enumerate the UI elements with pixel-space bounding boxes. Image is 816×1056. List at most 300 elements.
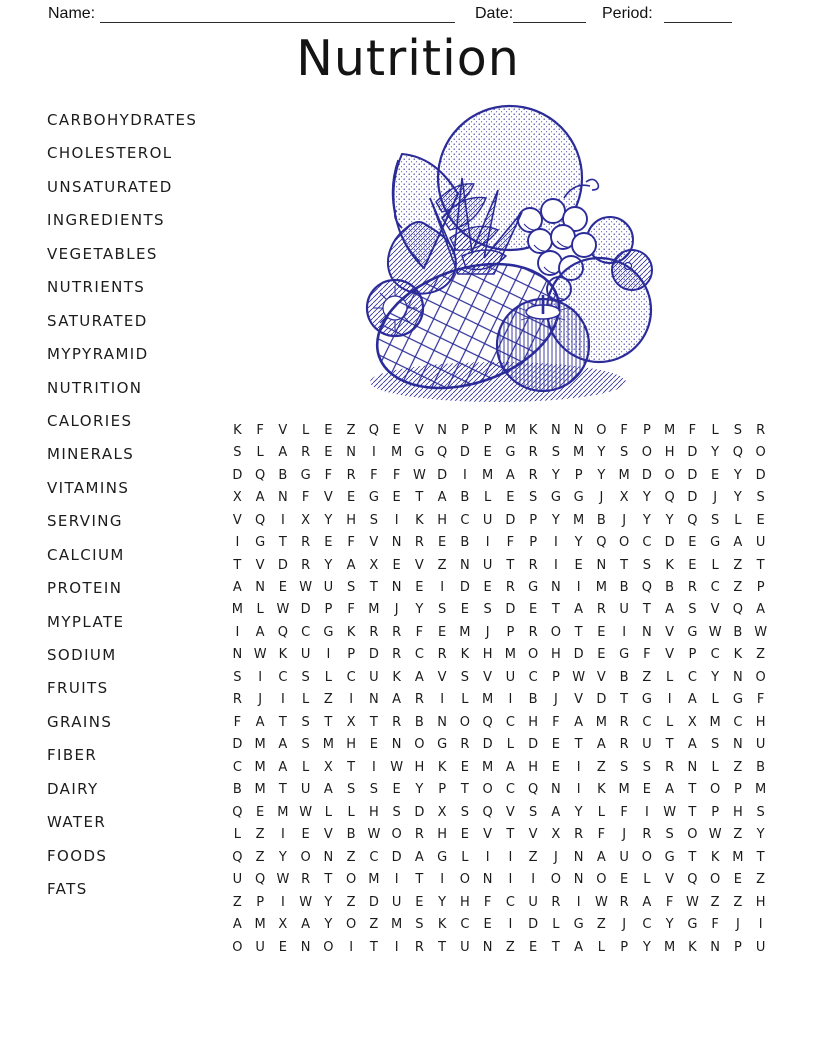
grid-cell: L (461, 692, 469, 708)
grid-cell: O (391, 827, 402, 843)
grid-cell: Y (733, 490, 742, 506)
grid-cell: I (622, 624, 627, 640)
grid-cell: H (437, 512, 448, 528)
grid-cell: F (415, 624, 424, 640)
grid-cell: T (438, 939, 447, 955)
grid-cell: G (710, 535, 721, 551)
grid-cell: S (369, 512, 378, 528)
grid-cell: I (349, 939, 354, 955)
grid-cell: P (620, 939, 629, 955)
grid-cell: I (394, 872, 399, 888)
grid-cell: K (733, 647, 743, 663)
grid-cell: S (551, 445, 560, 461)
grid-cell: R (619, 737, 629, 753)
grid-cell: R (756, 422, 766, 438)
grid-cell: A (437, 490, 447, 506)
grid-cell: B (528, 692, 538, 708)
grid-cell: X (323, 759, 333, 775)
grid-cell: F (552, 714, 560, 730)
grid-cell: Z (733, 759, 743, 775)
grid-cell: R (414, 939, 424, 955)
grid-cell: H (732, 804, 743, 820)
grid-cell: Z (346, 849, 356, 865)
grid-cell: O (641, 445, 652, 461)
grid-cell: P (711, 804, 720, 820)
grid-cell: T (415, 872, 424, 888)
grid-cell: V (665, 647, 675, 663)
grid-cell: I (576, 580, 581, 596)
grid-cell: S (665, 827, 674, 843)
grid-cell: J (553, 849, 558, 865)
grid-cell: W (685, 894, 699, 910)
grid-cell: C (505, 894, 515, 910)
grid-cell: W (754, 624, 768, 640)
grid-cell: W (299, 894, 313, 910)
grid-cell: L (711, 557, 719, 573)
grid-cell: E (733, 872, 742, 888)
grid-cell: R (232, 692, 242, 708)
grid-cell: G (505, 445, 516, 461)
grid-cell: E (301, 827, 310, 843)
grid-cell: A (255, 490, 265, 506)
grid-cell: N (278, 490, 288, 506)
grid-cell: Z (323, 692, 333, 708)
grid-cell: V (323, 490, 333, 506)
grid-cell: N (369, 692, 379, 708)
grid-cell: R (574, 827, 584, 843)
grid-cell: C (710, 647, 720, 663)
grid-cell: R (392, 647, 402, 663)
grid-cell: Y (711, 669, 720, 685)
grid-cell: J (394, 602, 399, 618)
grid-cell: S (392, 804, 401, 820)
grid-cell: E (415, 580, 424, 596)
grid-cell: K (597, 782, 606, 798)
word-list-item: MYPLATE (47, 612, 125, 631)
grid-cell: M (482, 692, 494, 708)
grid-cell: Y (733, 467, 742, 483)
grid-cell: Q (368, 422, 379, 438)
grid-cell: K (233, 422, 242, 438)
grid-cell: O (414, 737, 425, 753)
grid-cell: N (733, 669, 743, 685)
grid-cell: U (505, 669, 516, 685)
grid-cell: E (642, 782, 651, 798)
grid-cell: Q (232, 849, 243, 865)
grid-cell: J (622, 512, 627, 528)
grid-cell: E (529, 602, 538, 618)
grid-cell: Q (687, 512, 698, 528)
grid-cell: W (594, 894, 608, 910)
grid-cell: V (255, 557, 265, 573)
grid-cell: Z (346, 894, 356, 910)
grid-cell: R (551, 894, 561, 910)
grid-cell: T (369, 580, 378, 596)
grid-cell: N (596, 557, 607, 573)
grid-cell: Z (505, 939, 515, 955)
grid-cell: G (641, 692, 652, 708)
grid-cell: M (573, 512, 585, 528)
grid-cell: X (687, 714, 697, 730)
grid-cell: A (505, 759, 515, 775)
grid-cell: E (438, 624, 447, 640)
name-blank-line[interactable] (100, 7, 455, 23)
grid-cell: M (709, 714, 721, 730)
grid-cell: U (232, 872, 243, 888)
grid-cell: V (483, 669, 493, 685)
grid-cell: D (414, 804, 425, 820)
grid-cell: S (710, 512, 720, 528)
grid-cell: R (301, 535, 311, 551)
grid-cell: Z (733, 557, 743, 573)
grid-cell: C (278, 669, 288, 685)
grid-cell: S (346, 782, 356, 798)
grid-cell: C (301, 624, 311, 640)
grid-cell: Q (482, 714, 493, 730)
grid-cell: I (280, 512, 285, 528)
grid-cell: V (505, 804, 515, 820)
grid-cell: Q (687, 872, 698, 888)
grid-cell: N (733, 737, 743, 753)
grid-cell: T (278, 714, 287, 730)
grid-cell: T (688, 782, 697, 798)
grid-cell: V (414, 422, 424, 438)
grid-cell: Z (528, 849, 538, 865)
grid-cell: Z (232, 894, 242, 910)
grid-cell: A (255, 624, 265, 640)
grid-cell: D (641, 467, 652, 483)
grid-cell: C (414, 647, 424, 663)
grid-cell: C (642, 917, 652, 933)
grid-cell: T (278, 782, 287, 798)
grid-cell: K (688, 939, 697, 955)
grid-cell: E (324, 535, 333, 551)
word-list-item: CARBOHYDRATES (47, 111, 198, 129)
grid-cell: G (323, 624, 334, 640)
grid-cell: M (254, 917, 266, 933)
grid-cell: M (573, 445, 585, 461)
grid-cell: M (664, 939, 676, 955)
grid-cell: Z (710, 894, 720, 910)
grid-cell: R (301, 872, 311, 888)
grid-cell: H (346, 737, 357, 753)
grid-cell: A (665, 602, 675, 618)
grid-cell: A (574, 714, 584, 730)
grid-cell: F (597, 827, 606, 843)
grid-cell: B (596, 512, 606, 528)
grid-cell: M (482, 467, 494, 483)
grid-cell: N (232, 647, 243, 663)
grid-cell: A (232, 917, 242, 933)
name-label: Name: (48, 5, 96, 22)
grid-cell: Y (597, 467, 606, 483)
grid-cell: S (346, 580, 356, 596)
grid-cell: D (528, 917, 539, 933)
grid-cell: L (711, 692, 719, 708)
grid-cell: O (550, 624, 561, 640)
date-blank-line[interactable] (513, 7, 586, 23)
grid-cell: A (733, 535, 743, 551)
grid-cell: E (460, 759, 469, 775)
grid-cell: P (460, 422, 469, 438)
grid-cell: D (300, 602, 311, 618)
grid-cell: N (482, 872, 493, 888)
grid-cell: A (414, 669, 424, 685)
grid-cell: I (508, 872, 513, 888)
word-list-item: DAIRY (47, 779, 99, 798)
grid-cell: Y (756, 827, 765, 843)
grid-cell: R (460, 737, 470, 753)
grid-cell: A (596, 737, 606, 753)
grid-cell: G (437, 849, 448, 865)
grid-cell: I (280, 692, 285, 708)
grid-cell: L (324, 804, 332, 820)
grid-cell: P (529, 535, 538, 551)
grid-cell: M (254, 737, 266, 753)
grid-cell: U (755, 737, 766, 753)
grid-cell: R (528, 557, 538, 573)
grid-cell: T (506, 827, 515, 843)
grid-cell: J (258, 692, 263, 708)
grid-cell: O (755, 445, 766, 461)
grid-cell: M (595, 580, 607, 596)
grid-cell: N (687, 759, 698, 775)
grid-cell: A (278, 737, 288, 753)
grid-cell: Z (255, 827, 265, 843)
grid-cell: C (528, 669, 538, 685)
grid-cell: C (460, 512, 470, 528)
word-list-item: CALCIUM (47, 545, 125, 564)
grid-cell: O (641, 849, 652, 865)
grid-cell: D (459, 580, 470, 596)
grid-cell: N (551, 422, 561, 438)
word-list-item: CALORIES (47, 411, 133, 430)
grid-cell: U (460, 939, 470, 955)
grid-cell: I (485, 535, 490, 551)
grid-cell: M (755, 782, 767, 798)
grid-cell: I (576, 894, 581, 910)
grid-cell: C (710, 580, 720, 596)
grid-cell: T (551, 602, 560, 618)
grid-cell: F (688, 422, 697, 438)
period-blank-line[interactable] (664, 7, 732, 23)
grid-cell: H (755, 894, 766, 910)
grid-cell: E (597, 624, 606, 640)
grid-cell: F (370, 467, 378, 483)
word-list-item: VEGETABLES (47, 244, 158, 263)
grid-cell: P (438, 782, 447, 798)
grid-cell: T (756, 849, 765, 865)
grid-cell: I (440, 692, 445, 708)
grid-cell: G (550, 490, 561, 506)
grid-cell: Z (596, 759, 606, 775)
grid-cell: U (619, 849, 629, 865)
grid-cell: Q (232, 804, 243, 820)
grid-cell: F (392, 467, 401, 483)
grid-cell: T (506, 557, 515, 573)
grid-cell: N (573, 849, 584, 865)
grid-cell: D (687, 490, 698, 506)
grid-cell: S (301, 737, 310, 753)
grid-cell: N (551, 580, 561, 596)
grid-cell: Z (346, 422, 356, 438)
letter-grid (226, 419, 772, 958)
grid-cell: I (576, 759, 581, 775)
grid-cell: B (665, 580, 675, 596)
grid-cell: Y (438, 894, 447, 910)
grid-cell: T (415, 490, 424, 506)
grid-cell: E (278, 939, 287, 955)
grid-cell: M (618, 782, 630, 798)
grid-cell: T (324, 872, 333, 888)
grid-cell: D (505, 512, 516, 528)
grid-cell: R (346, 467, 356, 483)
grid-cell: S (369, 782, 378, 798)
grid-cell: X (619, 490, 629, 506)
grid-cell: F (620, 804, 628, 820)
grid-cell: Q (255, 467, 266, 483)
grid-cell: R (437, 647, 447, 663)
grid-cell: A (687, 737, 697, 753)
grid-cell: Y (324, 512, 333, 528)
grid-cell: R (414, 692, 424, 708)
grid-cell: T (665, 737, 674, 753)
grid-cell: E (756, 512, 765, 528)
grid-cell: N (391, 737, 402, 753)
grid-cell: K (437, 759, 447, 775)
grid-cell: B (756, 759, 766, 775)
grid-cell: M (254, 782, 266, 798)
grid-cell: S (710, 737, 720, 753)
grid-cell: Y (665, 512, 674, 528)
grid-cell: R (414, 535, 424, 551)
grid-cell: Z (756, 872, 766, 888)
grid-cell: J (622, 827, 627, 843)
grid-cell: Q (255, 512, 266, 528)
grid-cell: H (550, 647, 561, 663)
grid-cell: A (301, 917, 311, 933)
grid-cell: T (688, 804, 697, 820)
grid-cell: G (414, 445, 425, 461)
grid-cell: C (642, 714, 652, 730)
grid-cell: R (528, 445, 538, 461)
fruit-engraving-illustration (358, 98, 703, 410)
grid-cell: N (482, 939, 493, 955)
grid-cell: Q (732, 602, 743, 618)
grid-cell: E (392, 557, 401, 573)
grid-cell: E (688, 535, 697, 551)
grid-cell: A (687, 692, 697, 708)
grid-cell: Z (756, 647, 766, 663)
grid-cell: F (347, 535, 355, 551)
grid-cell: Q (437, 445, 448, 461)
grid-cell: M (482, 759, 494, 775)
grid-cell: S (233, 445, 242, 461)
grid-cell: G (573, 490, 584, 506)
grid-cell: Q (528, 782, 539, 798)
grid-cell: D (391, 849, 402, 865)
grid-cell: T (620, 692, 629, 708)
grid-cell: T (324, 714, 333, 730)
grid-cell: H (482, 647, 493, 663)
grid-cell: G (664, 849, 675, 865)
grid-cell: N (642, 624, 652, 640)
grid-cell: Y (642, 512, 651, 528)
grid-cell: C (460, 917, 470, 933)
grid-cell: P (551, 669, 560, 685)
grid-cell: I (508, 692, 513, 708)
grid-cell: G (528, 580, 539, 596)
grid-cell: L (461, 849, 469, 865)
grid-cell: K (415, 512, 424, 528)
grid-cell: I (371, 445, 376, 461)
grid-cell: B (346, 827, 356, 843)
grid-cell: K (346, 624, 356, 640)
grid-cell: W (708, 624, 722, 640)
grid-cell: F (711, 917, 719, 933)
grid-cell: Y (574, 804, 583, 820)
grid-cell: S (528, 804, 538, 820)
grid-cell: J (622, 917, 627, 933)
grid-cell: J (713, 490, 718, 506)
grid-cell: X (369, 557, 379, 573)
grid-cell: I (280, 827, 285, 843)
grid-cell: H (459, 894, 470, 910)
grid-cell: G (368, 490, 379, 506)
grid-cell: P (506, 624, 515, 640)
grid-cell: M (732, 849, 744, 865)
grid-cell: X (278, 917, 288, 933)
grid-cell: C (232, 759, 242, 775)
grid-cell: F (620, 422, 628, 438)
grid-cell: L (597, 804, 605, 820)
grid-cell: S (756, 490, 765, 506)
grid-cell: D (232, 737, 243, 753)
grid-cell: T (460, 782, 469, 798)
grid-cell: R (642, 827, 652, 843)
grid-cell: M (254, 759, 266, 775)
grid-cell: P (324, 602, 333, 618)
grid-cell: C (687, 669, 697, 685)
grid-cell: K (460, 647, 470, 663)
grid-cell: C (505, 782, 515, 798)
grid-cell: E (574, 557, 583, 573)
grid-cell: I (553, 535, 558, 551)
grid-cell: R (619, 714, 629, 730)
grid-cell: R (369, 624, 379, 640)
grid-cell: Q (641, 580, 652, 596)
grid-cell: P (483, 422, 492, 438)
grid-cell: I (576, 782, 581, 798)
grid-cell: Q (277, 624, 288, 640)
grid-cell: I (235, 535, 240, 551)
grid-cell: T (688, 849, 697, 865)
grid-cell: G (255, 535, 266, 551)
grid-cell: B (619, 580, 629, 596)
grid-cell: T (551, 939, 560, 955)
grid-cell: W (390, 759, 404, 775)
grid-cell: M (595, 714, 607, 730)
grid-cell: T (574, 624, 583, 640)
grid-cell: E (483, 917, 492, 933)
grid-cell: I (258, 669, 263, 685)
grid-cell: A (278, 759, 288, 775)
grid-cell: W (412, 467, 426, 483)
grid-cell: D (528, 737, 539, 753)
word-list-item: UNSATURATED (47, 177, 173, 196)
grid-cell: I (349, 692, 354, 708)
grid-cell: Q (732, 445, 743, 461)
